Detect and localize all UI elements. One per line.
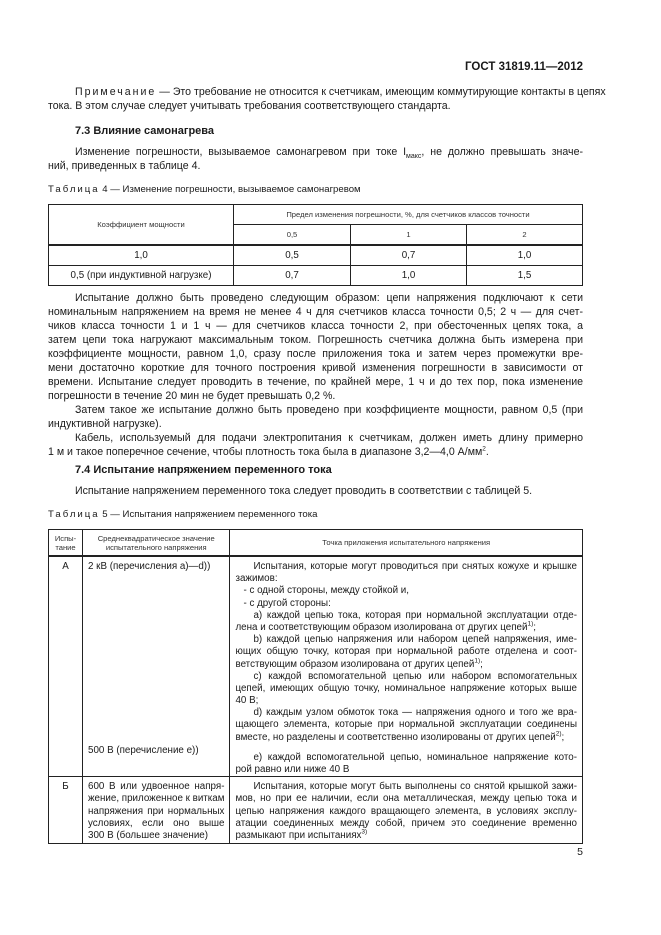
table-5	[48, 529, 583, 844]
note-label: Примечание	[75, 86, 157, 98]
text-line: условиях, если оно выше	[88, 817, 225, 829]
text-line: коэффициенте мощности, равном 1,0, сразу после приложения тока и затем через промежутки вре-	[48, 348, 583, 360]
text-line: мов, но при ее наличии, если она металлическая, между цепью тока и	[235, 793, 577, 805]
text-line: мени достаточно короткие для точного построения кривой изменения погрешности в зависимости от	[48, 362, 583, 374]
col-test: Испы- тание	[49, 530, 83, 557]
note-line: — Это требование не относится к счетчикам, имеющим коммутирующие контакты в цепях	[159, 86, 606, 98]
table4-caption: Таблица 4 — Изменение погрешности, вызываемое самонагревом	[48, 184, 361, 195]
text-line: Испытание должно быть проведено следующим образом: цепи напряжения подключают к сети	[75, 292, 583, 304]
document-code: ГОСТ 31819.11—2012	[465, 61, 583, 73]
page-number: 5	[577, 846, 583, 858]
text-line: b) каждой цепью напряжения или набором цепей напряжения, име-	[253, 634, 577, 646]
note-line: тока. В этом случае следует учитывать требования соответствующего стандарта.	[48, 100, 451, 112]
text-line: - с другой стороны:	[243, 597, 331, 609]
text-line: Изменение погрешности, вызываемое самонагревом при токе $I_{макс}$, не должно превышать значе-	[75, 146, 583, 161]
text-line: щающего элемента, которые при нормальной эксплуатации соединены	[235, 719, 577, 731]
table-row-b: Б 600 В или удвоенное напря- жение, приложенное к виткам напряжения при нормальных условиях, если оно выше 300 В (большее значение) Испытания, которые могут быть выполнены со снятой крышкой зажи- мов, но при ее наличии, если она металлическая, между цепью тока и цепью напряжения каждого вращающего элемента, в условиях эксплу- атации соединенных между собой, причем это соединение временно размыкают при испытаниях$^{3)}$	[49, 777, 583, 844]
text-line: чиков класса точности 1 и 1 ч — для счетчиков класса точности 2, при обесточенных цепях тока, а	[48, 320, 583, 332]
text-line: зажимов:	[235, 573, 278, 585]
table-4	[48, 204, 583, 286]
text-line: рой равно или ниже 40 В	[235, 764, 350, 775]
text-line: ний, приведенных в таблице 4.	[48, 160, 201, 172]
text-line: атации соединенных между собой, причем это соединение временно	[235, 817, 577, 829]
section-7-4-title: 7.4 Испытание напряжением переменного тока	[75, 464, 332, 476]
col-power-factor: Коэффициент мощности	[49, 205, 234, 246]
section-7-4-text	[48, 484, 583, 498]
table-row: 1,0 0,5 0,7 1,0	[49, 245, 583, 266]
table-row-a: А 2 кВ (перечисления a)—d)) 500 В (перечисление e)) Испытания, которые могут проводиться при снятых кожухе и крышке зажимов: - с одной стороны, между стойкой и, - с другой стороны: a) каждой цепью тока, которая при нормальной эксплуатации отде- лена и соответствующим образом изолирована от других цепей$^{1)}$; b) каждой цепью напряжения или набором цепей напряжения, име- ющих общую точку, которая при нормальной работе отделена и соот- ветствующим образом изолирована от других цепей$^{1)}$; c) каждой вспомогательной цепью или набором вспомогательных цепей, имеющих общую точку, номинальное напряжение которых выше 40 В; d) каждым узлом обмоток тока — напряжения одного и того же вра- щающего элемента, которые при нормальной эксплуатации соединены вместе, но разделены и соответственно изолированы от других цепей$^{2)}$; e) каждой вспомогательной цепью, номинальное напряжение кото- рой равно или ниже 40 В	[49, 556, 583, 777]
section-7-3-text	[48, 145, 583, 173]
text-line: погрешности в течение 20 мин не будет превышать 0,2 %.	[48, 390, 336, 402]
text-line: 600 В или удвоенное напря-	[88, 781, 225, 793]
text-line: Испытания, которые могут быть выполнены со снятой крышкой зажи-	[253, 781, 577, 793]
text-line: Испытание напряжением переменного тока следует проводить в соответствии с таблицей 5.	[75, 485, 533, 497]
text-line: ветствующим образом изолирована от других цепей$^{1)}$;	[235, 657, 483, 670]
text-line: a) каждой цепью тока, которая при нормальной эксплуатации отде-	[253, 609, 577, 621]
text-line: d) каждым узлом обмоток тока — напряжения одного и того же вра-	[253, 707, 577, 719]
text-line: жение, приложенное к виткам	[88, 793, 225, 805]
class-header: 0,5	[234, 225, 351, 246]
text-line: индуктивной нагрузке).	[48, 418, 162, 430]
text-line: Затем такое же испытание должно быть проведено при коэффициенте мощности, равном 0,5 (при	[75, 404, 583, 416]
text-line: - с одной стороны, между стойкой и,	[243, 585, 409, 597]
text-line: Испытания, которые могут проводиться при снятых кожухе и крышке	[253, 561, 577, 572]
table5-caption: Таблица 5 — Испытания напряжением переменного тока	[48, 509, 318, 520]
test-procedure-text	[48, 291, 583, 459]
text-line: 300 В (большее значение)	[88, 829, 209, 841]
col-group-header: Предел изменения погрешности, %, для счетчиков классов точности	[234, 205, 583, 225]
note	[48, 85, 606, 113]
class-header: 1	[351, 225, 467, 246]
col-voltage: Среднеквадратическое значение испытательного напряжения	[83, 530, 230, 557]
text-line: Кабель, используемый для подачи электропитания к счетчикам, должен иметь длину примерно	[75, 432, 583, 444]
text-line: затем цепи тока нагружают максимальным током. Погрешность счетчика должна быть измерена при	[48, 334, 583, 346]
text-line: вместе, но разделены и соответственно изолированы от других цепей$^{2)}$;	[235, 730, 565, 743]
text-line: напряжения при нормальных	[88, 805, 225, 817]
text-line: c) каждой вспомогательной цепью или набором вспомогательных	[253, 670, 577, 682]
text-line: времени. Испытание следует проводить в течение, по крайней мере, 1 ч и до тех пор, пока изменение	[48, 376, 583, 388]
text-line: размыкают при испытаниях$^{3)}$	[235, 828, 368, 841]
section-7-3-title: 7.3 Влияние самонагрева	[75, 125, 215, 137]
table-row: 0,5 (при индуктивной нагрузке) 0,7 1,0 1,5	[49, 266, 583, 286]
col-point: Точка приложения испытательного напряжения	[230, 530, 583, 557]
text-line: лена и соответствующим образом изолирована от других цепей$^{1)}$;	[235, 620, 536, 633]
text-line: цепью напряжения каждого вращающего элемента, в условиях эксплу-	[235, 805, 577, 817]
text-line: 40 В;	[235, 695, 259, 707]
text-line: номинальным напряжением на время не менее 4 ч для счетчиков класса точности 0,5; 2 ч — для счет-	[48, 306, 583, 318]
text-line: цепей, имеющих общую точку, номинальное напряжение которых выше	[235, 682, 577, 694]
text-line: ющих общую точку, которая при нормальной работе отделена и соот-	[235, 646, 577, 658]
text-line: e) каждой вспомогательной цепью, номинальное напряжение кото-	[253, 751, 577, 763]
text-line: 1 м и такое поперечное сечение, чтобы плотность тока была в диапазоне 3,2—4,0 $А/мм^2$.	[48, 445, 489, 458]
class-header: 2	[467, 225, 583, 246]
